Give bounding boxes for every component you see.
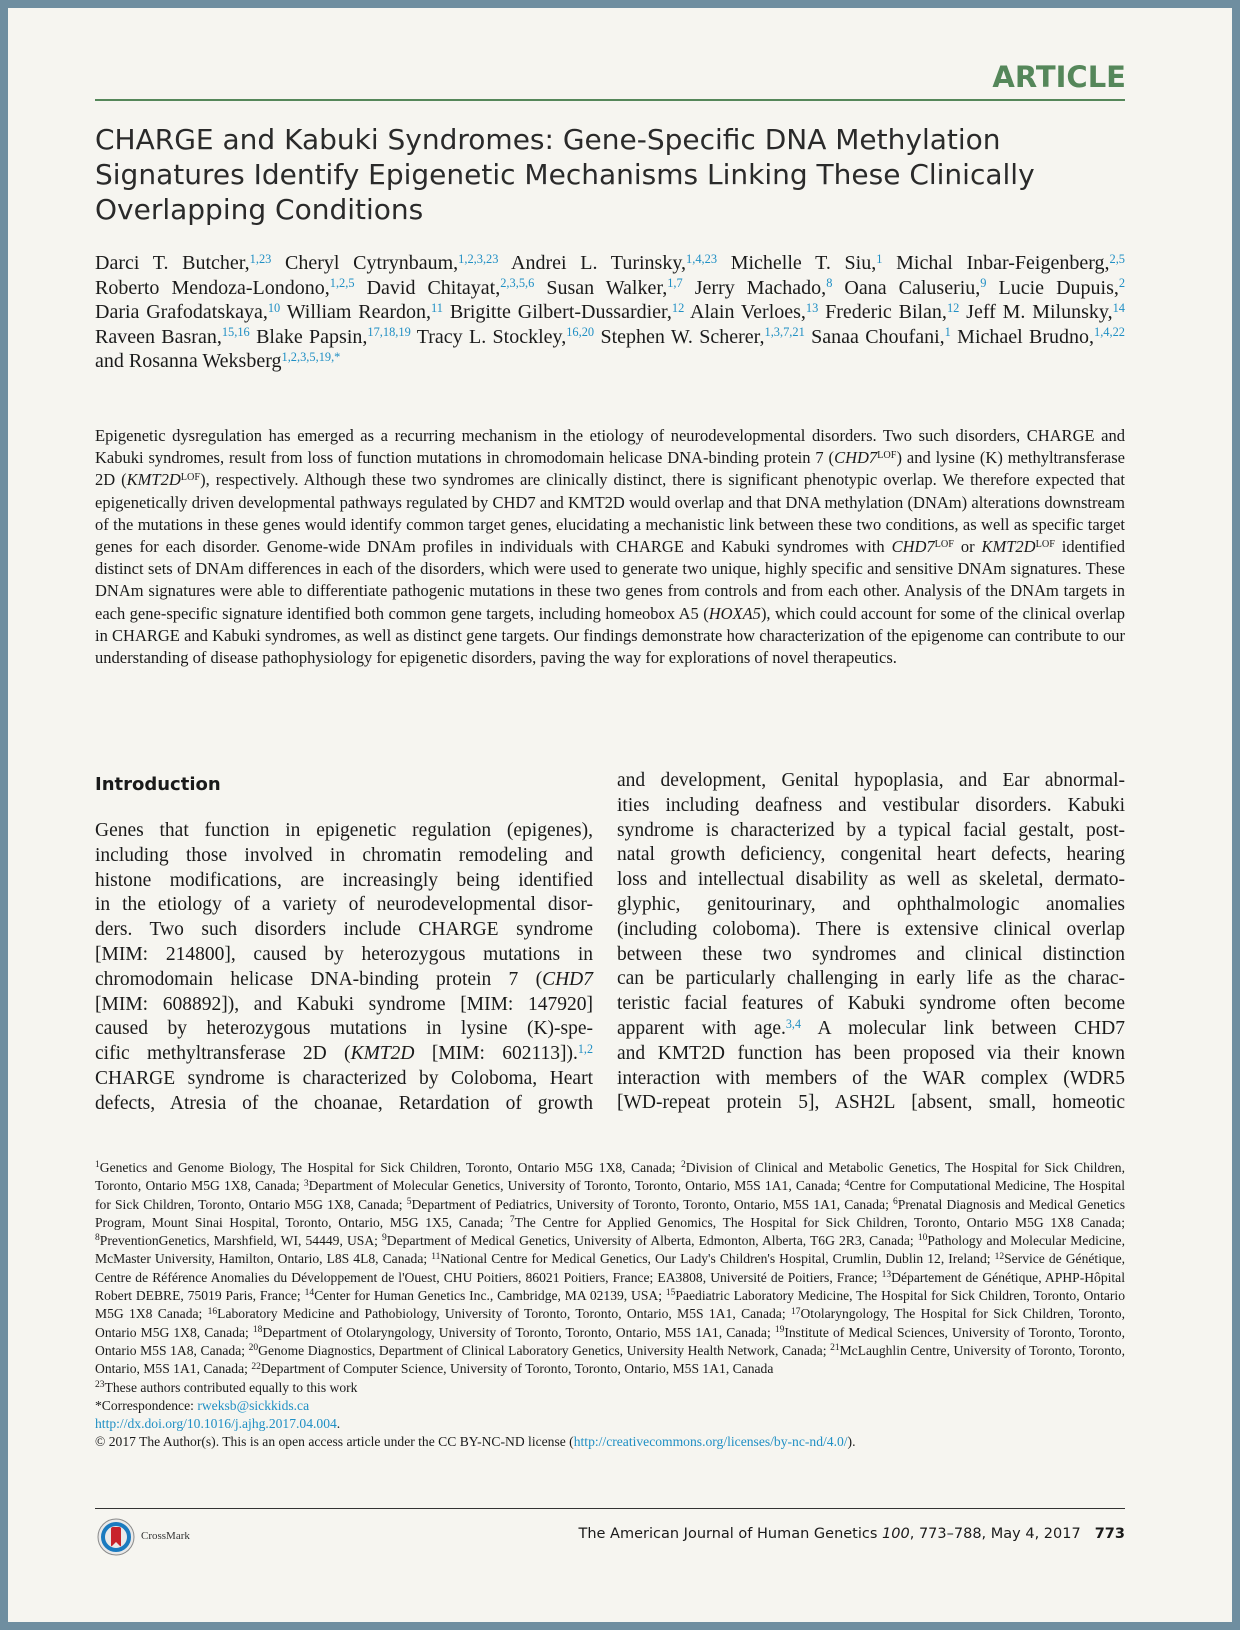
author-name: Andrei L. Turinsky,$^{1,4,23}$ — [511, 251, 718, 274]
author-affiliation-ref: 2,5 — [1109, 251, 1126, 266]
affiliation-number: 22 — [251, 1361, 261, 1372]
author-affiliation-ref: 17,18,19 — [367, 325, 411, 340]
equal-contribution-note: $^{23}$These authors contributed equally to this work — [95, 1379, 358, 1395]
author-name: Alain Verloes,$^{13}$ — [690, 300, 819, 323]
author-name: Frederic Bilan,$^{12}$ — [825, 300, 960, 323]
crossmark-label: CrossMark — [141, 1530, 190, 1542]
affiliation: $^{13}$Département de Génétique, APHP-Hôpital Robert DEBRE, 75019 Paris, France; — [95, 1269, 1125, 1304]
affiliation-number: 14 — [304, 1288, 315, 1299]
affiliation: $^{20}$Genome Diagnostics, Department of Clinical Laboratory Genetics, University Health Network, Canada; — [248, 1342, 831, 1358]
author-name: Darci T. Butcher,$^{1,23}$ — [95, 251, 272, 274]
affiliation: $^5$Department of Pediatrics, University of Toronto, Toronto, Ontario, M5S 1A1, Canada; — [406, 1196, 893, 1212]
affiliation-number: 3 — [303, 1178, 309, 1189]
body-text-line: defects, Atresia of the choanae, Retardation of growth — [95, 1092, 593, 1114]
affiliation-number: 17 — [790, 1306, 801, 1317]
section-heading-introduction: Introduction — [95, 774, 221, 795]
author-name: Blake Papsin,$^{17,18,19}$ — [256, 325, 411, 348]
license-line: © 2017 The Author(s). This is an open access article under the CC BY-NC-ND license (http://creativecommons.org/licenses/by-nc-nd/4.0/). — [95, 1434, 856, 1450]
author-name: Tracy L. Stockley,$^{16,20}$ — [416, 325, 595, 348]
body-text-line: chromodomain helicase DNA-binding protein 7 (CHD7 — [95, 968, 593, 990]
author-affiliation-ref: 1,7 — [667, 276, 683, 291]
article-title: CHARGE and Kabuki Syndromes: Gene-Specific DNA Methylation Signatures Identify Epigenetic Mechanisms Linking These Clinically Overlapping Conditions — [95, 123, 1035, 226]
affiliation-number: 12 — [994, 1251, 1005, 1262]
body-text-line: apparent with age.$^{3,4}$ A molecular link between CHD7 — [617, 1016, 1125, 1039]
author-name: Susan Walker,$^{1,7}$ — [546, 276, 683, 299]
author-affiliation-ref: 9 — [980, 276, 987, 291]
body-text-line: cific methyltransferase 2D (KMT2D [MIM: 602113]).$^{1,2}$ — [95, 1042, 593, 1065]
author-name: Michelle T. Siu,$^1$ — [730, 251, 883, 274]
author-list — [95, 251, 1125, 374]
abstract-superscript: LOF — [877, 450, 897, 462]
body-column-right — [617, 769, 1125, 1116]
header-rule — [95, 99, 1125, 101]
author-affiliation-ref: 1,2,3,5,19,* — [281, 349, 341, 364]
body-text-line: histone modifications, are increasingly being identified — [95, 869, 593, 891]
affiliation-list — [95, 1160, 1125, 1376]
affiliation: $^{18}$Department of Otolaryngology, University of Toronto, Toronto, Ontario, M5S 1A1, Canada; — [252, 1324, 775, 1340]
body-text-line: ities including deafness and vestibular disorders. Kabuki — [617, 794, 1125, 816]
affiliation-number: 15 — [665, 1288, 676, 1299]
body-text-line: [MIM: 608892]), and Kabuki syndrome [MIM: 147920] — [95, 993, 593, 1015]
affiliation-number: 18 — [252, 1324, 263, 1335]
body-text-line: (including coloboma). There is extensive clinical overlap — [617, 918, 1125, 940]
abstract-text: identified distinct sets of DNAm differences in each of the disorders, which were used to generate two unique, highly specific and sensitive DNAm signatures. These DNAm signatures were able to differentiate pathogenic mutations in these two genes from controls and from each other. Analysis of the DNAm targets in each gene-specific signature identified both common gene targets, including homeobox A5 ( — [95, 537, 1126, 623]
author-affiliation-ref: 1,2,5 — [329, 276, 355, 291]
author-name: Daria Grafodatskaya,$^{10}$ — [95, 300, 281, 323]
affiliation: $^{16}$Laboratory Medicine and Pathobiology, University of Toronto, Toronto, Ontario, M5S 1A1, Canada; — [207, 1306, 791, 1322]
author-affiliation-ref: 1,2,3,23 — [458, 251, 499, 266]
author-name: Michal Inbar-Feigenberg,$^{2,5}$ — [896, 251, 1126, 274]
affiliation: $^{14}$Center for Human Genetics Inc., Cambridge, MA 02139, USA; — [304, 1288, 666, 1304]
author-name: Lucie Dupuis,$^2$ — [998, 276, 1126, 299]
author-name: Oana Caluseriu,$^9$ — [844, 276, 987, 299]
affiliation: $^{12}$Service de Génétique, Centre de Référence Anomalies du Développement de l'Ouest, CHU Poitiers, 86021 Poitiers, France; EA3808, Université de Poitiers, France; — [95, 1251, 1126, 1285]
body-text-line: ders. Two such disorders include CHARGE syndrome — [95, 919, 593, 941]
affiliation-number: 8 — [95, 1233, 100, 1244]
body-text-line: glyphic, genitourinary, and ophthalmologic anomalies — [617, 893, 1125, 915]
author-affiliation-ref: 8 — [826, 276, 833, 291]
gene-symbol: CHD7 — [891, 537, 935, 557]
author-name: Michael Brudno,$^{1,4,22}$ — [957, 325, 1125, 348]
doi-link[interactable]: http://dx.doi.org/10.1016/j.ajhg.2017.04.004 — [95, 1416, 337, 1432]
body-text-line: [WD-repeat protein 5], ASH2L [absent, small, homeotic — [617, 1092, 1125, 1114]
author-name: Sanaa Choufani,$^1$ — [811, 325, 951, 348]
body-text-line: and development, Genital hypoplasia, and Ear abnormal- — [617, 770, 1125, 791]
abstract-text: ) and lysine (K) methyltransferase 2D ( — [95, 448, 1125, 490]
affiliation-number: 19 — [774, 1324, 785, 1335]
gene-symbol: KMT2D — [126, 470, 181, 490]
crossmark-icon[interactable] — [97, 1518, 135, 1556]
affiliation-number: 9 — [382, 1233, 387, 1244]
body-text-line: loss and intellectual disability as well as skeletal, dermato- — [617, 869, 1125, 891]
article-type-label: ARTICLE — [992, 60, 1126, 94]
author-affiliation-ref: 16,20 — [566, 325, 595, 340]
page-number: 773 — [1094, 1526, 1125, 1542]
author-affiliation-ref: 15,16 — [221, 325, 250, 340]
affiliation: $^{19}$Institute of Medical Sciences, University of Toronto, Toronto, Ontario M5S 1A8, Canada; — [95, 1324, 1125, 1358]
affiliation: $^2$Division of Clinical and Metabolic Genetics, The Hospital for Sick Children, Toronto, Ontario M5G 1X8, Canada; — [95, 1160, 1125, 1194]
author-affiliation-ref: 11 — [431, 300, 443, 315]
abstract-superscript: LOF — [934, 538, 954, 550]
affiliation-number: 10 — [917, 1233, 928, 1244]
affiliation-number: 2 — [681, 1160, 686, 1171]
affiliation: $^4$Centre for Computational Medicine, The Hospital for Sick Children, Toronto, Ontario M5G 1X8, Canada; — [95, 1178, 1125, 1212]
affiliation: $^{22}$Department of Computer Science, University of Toronto, Toronto, Ontario, M5S 1A1, Canada — [251, 1361, 774, 1377]
gene-symbol: KMT2D — [981, 537, 1036, 557]
author-affiliation-ref: 12 — [946, 300, 960, 315]
author-affiliation-ref: 1,3,7,21 — [764, 325, 805, 340]
body-column-left — [95, 819, 593, 1117]
affiliation: $^{10}$Pathology and Molecular Medicine, McMaster University, Hamilton, Ontario, L8S 4L8, Canada; — [95, 1233, 1125, 1267]
author-affiliation-ref: 1,4,23 — [686, 251, 718, 266]
author-name: Stephen W. Scherer,$^{1,3,7,21}$ — [600, 325, 805, 348]
author-affiliation-ref: 14 — [1112, 300, 1125, 315]
author-affiliation-ref: 12 — [671, 300, 685, 315]
affiliation-number: 4 — [844, 1178, 850, 1189]
affiliation-number: 21 — [830, 1343, 840, 1354]
abstract-text: ), respectively. Although these two syndromes are clinically distinct, there is significant phenotypic overlap. We therefore expected that epigenetically driven developmental pathways regulated by CHD7 and KMT2D would overlap and that DNA methylation (DNAm) alterations downstream of the mutations in these genes would identify common target genes, elucidating a mechanistic link between these two conditions, as well as specific target genes for each disorder. Genome-wide DNAm profiles in individuals with CHARGE and Kabuki syndromes with — [95, 470, 1125, 557]
author-name: Cheryl Cytrynbaum,$^{1,2,3,23}$ — [285, 251, 499, 274]
gene-symbol: CHD7 — [834, 448, 878, 468]
body-text-line: interaction with members of the WAR complex (WDR5 — [617, 1067, 1125, 1089]
affiliation-number: 16 — [207, 1306, 218, 1317]
affiliation-number: 20 — [248, 1343, 259, 1354]
license-link[interactable]: http://creativecommons.org/licenses/by-nc-nd/4.0/ — [573, 1434, 848, 1450]
body-text-line: Genes that function in epigenetic regulation (epigenes), — [95, 820, 593, 841]
author-name: Jeff M. Milunsky,$^{14}$ — [966, 300, 1125, 323]
gene-symbol: HOXA5 — [708, 603, 761, 623]
affiliation: $^{17}$Otolaryngology, The Hospital for Sick Children, Toronto, Ontario M5G 1X8, Canada; — [95, 1306, 1125, 1340]
affiliation: $^9$Department of Medical Genetics, University of Alberta, Edmonton, Alberta, T6G 2R3, Canada; — [382, 1233, 918, 1249]
affiliation: $^{11}$National Centre for Medical Genetics, Our Lady's Children's Hospital, Crumlin, Dublin 12, Ireland; — [431, 1251, 995, 1267]
correspondence-email-link[interactable]: rweksb@sickkids.ca — [197, 1397, 310, 1413]
abstract-superscript: LOF — [1035, 538, 1055, 550]
author-name: Brigitte Gilbert-Dussardier,$^{12}$ — [449, 300, 685, 323]
author-affiliation-ref: 1,4,22 — [1094, 325, 1125, 340]
journal-citation: The American Journal of Human Genetics 100, 773–788, May 4, 2017 773 — [578, 1526, 1125, 1542]
author-affiliation-ref: 2 — [1118, 276, 1126, 291]
affiliation: $^{21}$McLaughlin Centre, University of Toronto, Toronto, Ontario, M5S 1A1, Canada; — [95, 1342, 1125, 1377]
affiliation: $^1$Genetics and Genome Biology, The Hospital for Sick Children, Toronto, Ontario M5G 1X8, Canada; — [95, 1160, 681, 1175]
body-text-line: syndrome is characterized by a typical facial gestalt, post- — [617, 819, 1125, 841]
abstract-text: ), which could account for some of the clinical overlap in CHARGE and Kabuki syndromes, as well as distinct gene targets. Our findings demonstrate how characterization of the epigenome can contribute to our understanding of disease pathophysiology for epigenetic disorders, paving the way for explorations of novel therapeutics. — [95, 603, 1125, 668]
body-text-line: CHARGE syndrome is characterized by Coloboma, Heart — [95, 1067, 593, 1089]
doi-line: http://dx.doi.org/10.1016/j.ajhg.2017.04.004. — [95, 1416, 341, 1432]
author-affiliation-ref: 1 — [876, 251, 883, 266]
journal-volume: 100 — [882, 1526, 910, 1542]
body-text-line: natal growth deficiency, congenital heart defects, hearing — [617, 844, 1125, 866]
affiliation-number: 6 — [893, 1196, 898, 1207]
affiliation-number: 13 — [881, 1270, 892, 1281]
body-text-line: caused by heterozygous mutations in lysine (K)-spe- — [95, 1018, 593, 1040]
author-affiliation-ref: 1,23 — [249, 251, 272, 266]
affiliation: $^7$The Centre for Applied Genomics, The Hospital for Sick Children, Toronto, Ontario M5G 1X8 Canada; — [509, 1214, 1125, 1230]
affiliation-number: 1 — [95, 1160, 100, 1171]
body-text-line: between these two syndromes and clinical distinction — [617, 943, 1125, 965]
author-name: Raveen Basran,$^{15,16}$ — [95, 325, 250, 348]
body-text-line: teristic facial features of Kabuki syndrome often become — [617, 993, 1125, 1015]
abstract-text: Epigenetic dysregulation has emerged as a recurring mechanism in the etiology of neurodevelopmental disorders. Two such disorders, CHARGE and Kabuki syndromes, result from loss of function mutations in chromodomain helicase DNA-binding protein 7 ( — [95, 426, 1125, 468]
author-affiliation-ref: 2,3,5,6 — [500, 276, 535, 291]
author-name: Roberto Mendoza-Londono,$^{1,2,5}$ — [95, 276, 355, 299]
correspondence-note: *Correspondence: rweksb@sickkids.ca — [95, 1397, 310, 1413]
affiliation: $^6$Prenatal Diagnosis and Medical Genetics Program, Mount Sinai Hospital, Toronto, Ontario, M5G 1X5, Canada; — [95, 1196, 1125, 1230]
body-text-line: including those involved in chromatin remodeling and — [95, 844, 593, 866]
body-text-line: and KMT2D function has been proposed via their known — [617, 1042, 1125, 1064]
author-name: William Reardon,$^{11}$ — [286, 300, 443, 323]
affiliation: $^8$PreventionGenetics, Marshfield, WI, 54449, USA; — [95, 1233, 383, 1249]
author-affiliation-ref: 1 — [944, 325, 951, 340]
author-name: Jerry Machado,$^8$ — [694, 276, 833, 299]
author-name: and Rosanna Weksberg$^{1,2,3,5,19,*}$ — [95, 349, 341, 372]
body-text-line: can be particularly challenging in early life as the charac- — [617, 968, 1125, 990]
body-text-line: in the etiology of a variety of neurodevelopmental disor- — [95, 894, 593, 916]
article-page — [8, 8, 1232, 1622]
affiliation-number: 7 — [509, 1215, 515, 1226]
affiliation-number: 5 — [406, 1196, 412, 1207]
abstract — [95, 425, 1125, 669]
affiliation: $^3$Department of Molecular Genetics, University of Toronto, Toronto, Ontario, M5S 1A1, Canada; — [303, 1178, 845, 1194]
abstract-superscript: LOF — [180, 472, 201, 484]
footer-rule — [95, 1508, 1125, 1509]
affiliations — [95, 1159, 1125, 1452]
author-name: David Chitayat,$^{2,3,5,6}$ — [366, 276, 535, 299]
abstract-text: or — [953, 537, 982, 557]
author-affiliation-ref: 13 — [805, 300, 819, 315]
author-affiliation-ref: 10 — [267, 300, 281, 315]
body-text-line: [MIM: 214800], caused by heterozygous mutations in — [95, 943, 593, 965]
affiliation-number: 11 — [431, 1251, 441, 1262]
affiliation: $^{15}$Paediatric Laboratory Medicine, The Hospital for Sick Children, Toronto, Ontario M5G 1X8 Canada; — [95, 1288, 1125, 1322]
